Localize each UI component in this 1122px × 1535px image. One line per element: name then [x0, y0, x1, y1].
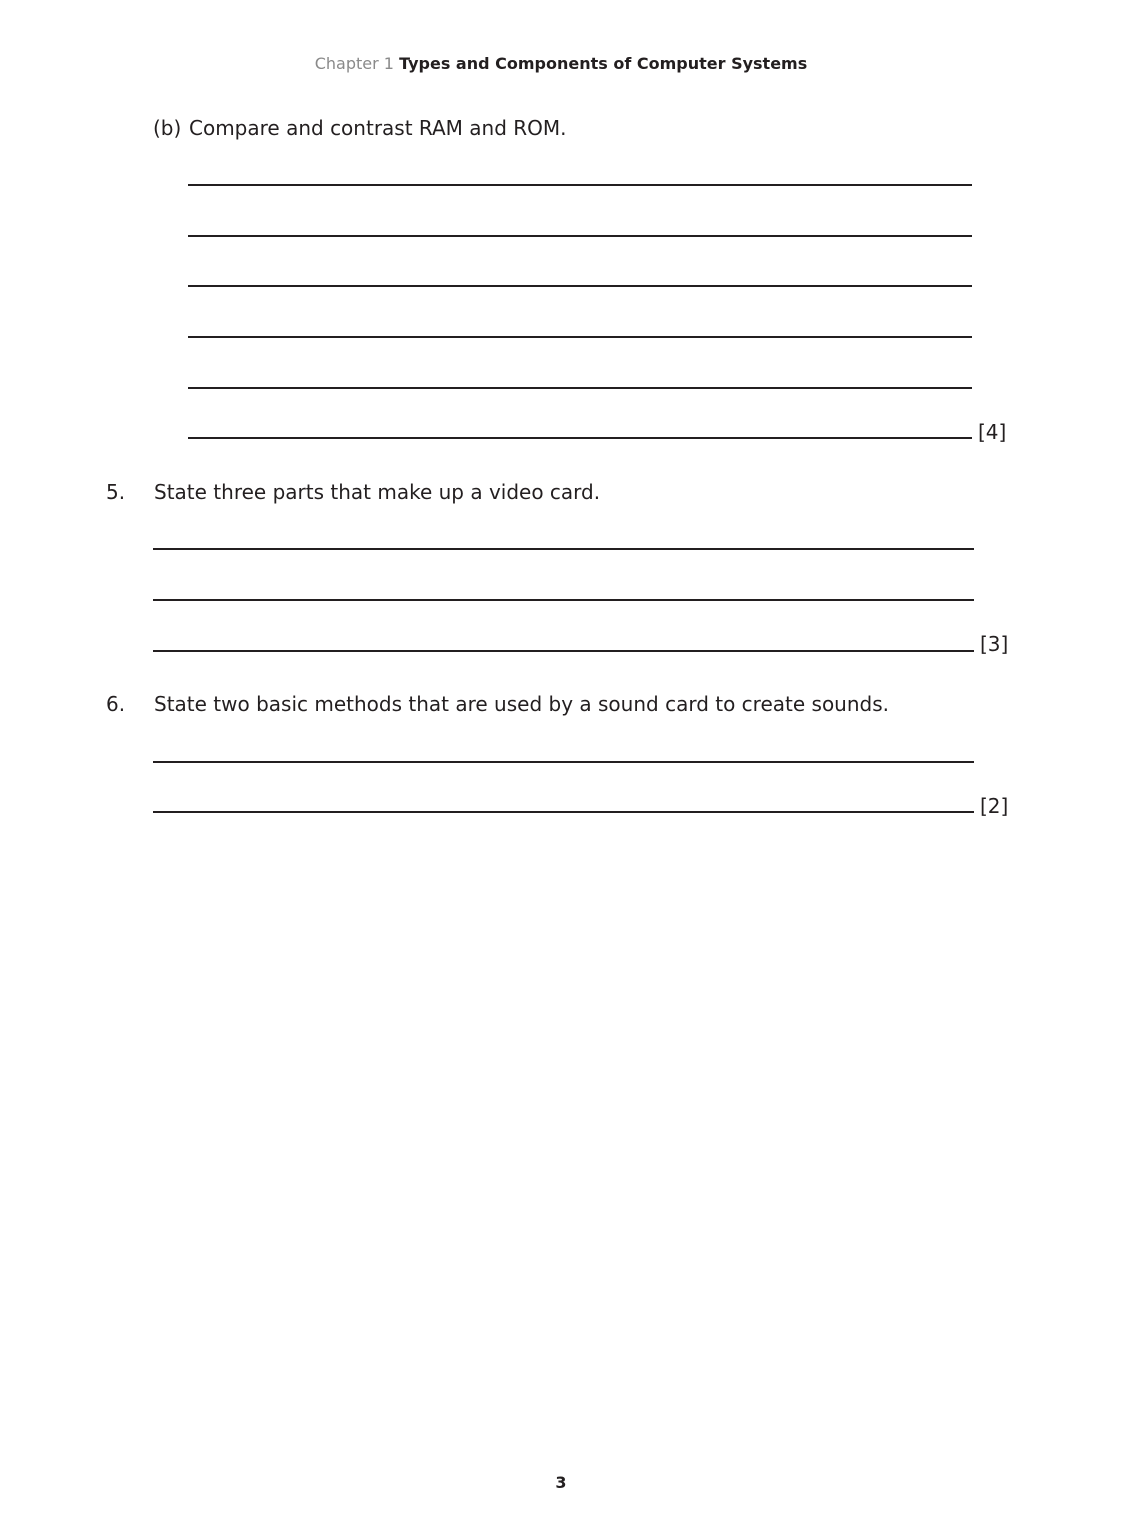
answer-line[interactable] — [188, 285, 972, 287]
question-6-text: State two basic methods that are used by a sound card to create sounds. — [154, 692, 890, 716]
chapter-title: Types and Components of Computer Systems — [399, 54, 808, 73]
answer-line[interactable] — [153, 599, 974, 601]
running-header — [0, 54, 1122, 73]
question-6-number: 6. — [106, 692, 126, 716]
answer-line[interactable] — [188, 437, 972, 439]
marks-label: [3] — [980, 632, 1009, 656]
question-5-number: 5. — [106, 480, 126, 504]
answer-line[interactable] — [188, 235, 972, 237]
answer-line[interactable] — [188, 336, 972, 338]
marks-label: [2] — [980, 794, 1009, 818]
answer-line[interactable] — [153, 761, 974, 763]
page-number: 3 — [555, 1473, 567, 1492]
answer-line[interactable] — [188, 184, 972, 186]
answer-line[interactable] — [153, 548, 974, 550]
question-b-text: Compare and contrast RAM and ROM. — [189, 116, 567, 140]
answer-line[interactable] — [153, 650, 974, 652]
question-5-text: State three parts that make up a video card. — [154, 480, 601, 504]
chapter-label: Chapter 1 — [314, 54, 394, 73]
question-b-label: (b) — [153, 116, 182, 140]
answer-line[interactable] — [188, 387, 972, 389]
answer-line[interactable] — [153, 811, 974, 813]
marks-label: [4] — [978, 420, 1007, 444]
